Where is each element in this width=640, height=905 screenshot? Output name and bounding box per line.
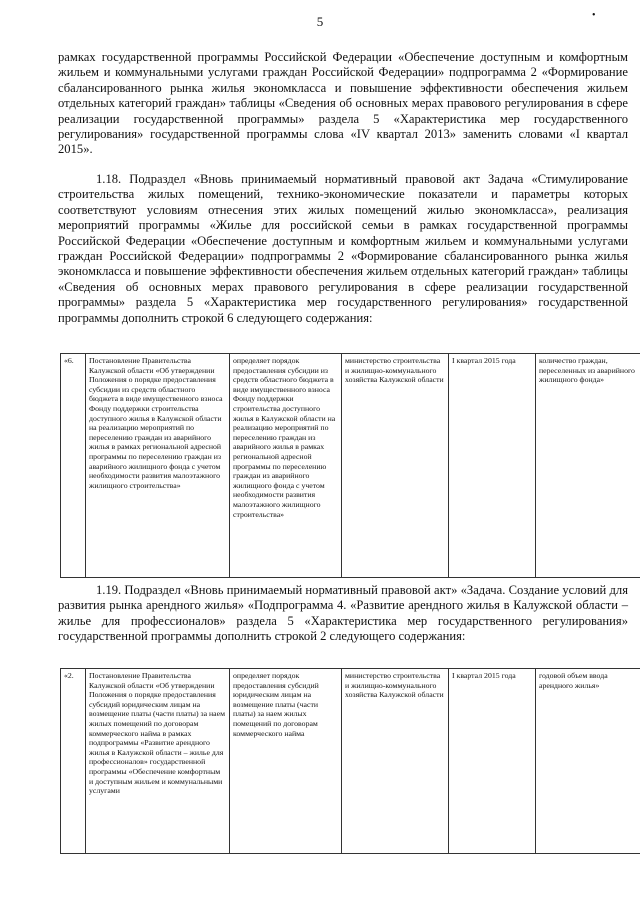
cell-act-content: определяет порядок предоставления субсидии из средств областного бюджета в виде имущественного взноса Фонду поддержки строительства доступного жилья в Калужской области на реализацию мероприятий по переселению граждан из аварийного жилья в рамках региональной адресной программы по переселению граждан из аварийного жилищного фонда с учетом необходимости развития малоэтажного жилищного строительства» [230, 354, 342, 578]
cell-act-content: определяет порядок предоставления субсидий юридическим лицам на возмещение платы (части платы) за наем жилых помещений по договорам коммерческого найма [230, 669, 342, 854]
cell-result: количество граждан, переселенных из аварийного жилищного фонда» [536, 354, 640, 578]
cell-act-name: Постановление Правительства Калужской области «Об утверждении Положения о порядке предоставления субсидии из средств областного бюджета в виде имущественного взноса Фонду поддержки строительства доступного жилья в Калужской области на реализацию мероприятий по переселению граждан из аварийного жилья в рамках региональной адресной программы по переселению граждан из аварийного жилищного фонда с учетом необходимости развития малоэтажного жилищного строительства» [86, 354, 230, 578]
paragraph-1-19: 1.19. Подраздел «Вновь принимаемый нормативный правовой акт» «Задача. Создание условий для развития рынка арендного жилья» «Подпрограмма 4. «Развитие арендного жилья в Калужской области – жилье для профессионалов» раздела 5 «Характеристика мер государственного регулирования» государственной программы дополнить строкой 2 следующего содержания: [58, 583, 628, 644]
cell-executor: министерство строительства и жилищно-коммунального хозяйства Калужской области [342, 669, 449, 854]
cell-executor: министерство строительства и жилищно-коммунального хозяйства Калужской области [342, 354, 449, 578]
table-row [61, 354, 640, 578]
cell-term: I квартал 2015 года [449, 354, 536, 578]
table-row-2 [60, 668, 640, 854]
cell-number: «6. [61, 354, 86, 578]
cell-number: «2. [61, 669, 86, 854]
cell-term: I квартал 2015 года [449, 669, 536, 854]
paragraph-1-17-continuation: рамках государственной программы Российской Федерации «Обеспечение доступным и комфортным жильем и коммунальными услугами граждан Российской Федерации» подпрограмма 2 «Формирование сбалансированного рынка жилья экономкласса и повышение эффективности обеспечения жильем отдельных категорий граждан» таблицы «Сведения об основных мерах правового регулирования в сфере реализации государственной программы» раздела 5 «Характеристика мер государственного регулирования» государственной программы слова «IV квартал 2013» заменить словами «I квартал 2015». [58, 50, 628, 157]
table-row [61, 669, 640, 854]
corner-mark: • [592, 10, 596, 21]
paragraph-1-18: 1.18. Подраздел «Вновь принимаемый нормативный правовой акт Задача «Стимулирование строительства жилых помещений, технико-экономические показатели и параметры которых соответствуют условиям отнесения этих жилых помещений жилью экономкласса», реализация мероприятий программы «Жилье для российской семьи в рамках государственной программы Российской Федерации «Обеспечение доступным и комфортным жильем и коммунальными услугами граждан Российской Федерации» подпрограммы 2 «Формирование сбалансированного рынка жилья экономкласса и повышение эффективности обеспечения жильем отдельных категорий граждан» таблицы «Сведения об основных мерах правового регулирования в сфере реализации государственной программы» раздела 5 «Характеристика мер государственного регулирования» государственной программы дополнить строкой 6 следующего содержания: [58, 172, 628, 325]
table-row-6 [60, 353, 640, 578]
cell-result: годовой объем ввода арендного жилья» [536, 669, 640, 854]
page-number: 5 [316, 14, 324, 29]
cell-act-name: Постановление Правительства Калужской области «Об утверждении Положения о порядке предоставления субсидий юридическим лицам на возмещение платы (части платы) за наем жилых помещений по договорам коммерческого найма в рамках подпрограммы «Развитие арендного жилья в Калужской области – жилье для профессионалов» государственной программы «Обеспечение комфортным и доступным жильем и коммунальными услугами [86, 669, 230, 854]
